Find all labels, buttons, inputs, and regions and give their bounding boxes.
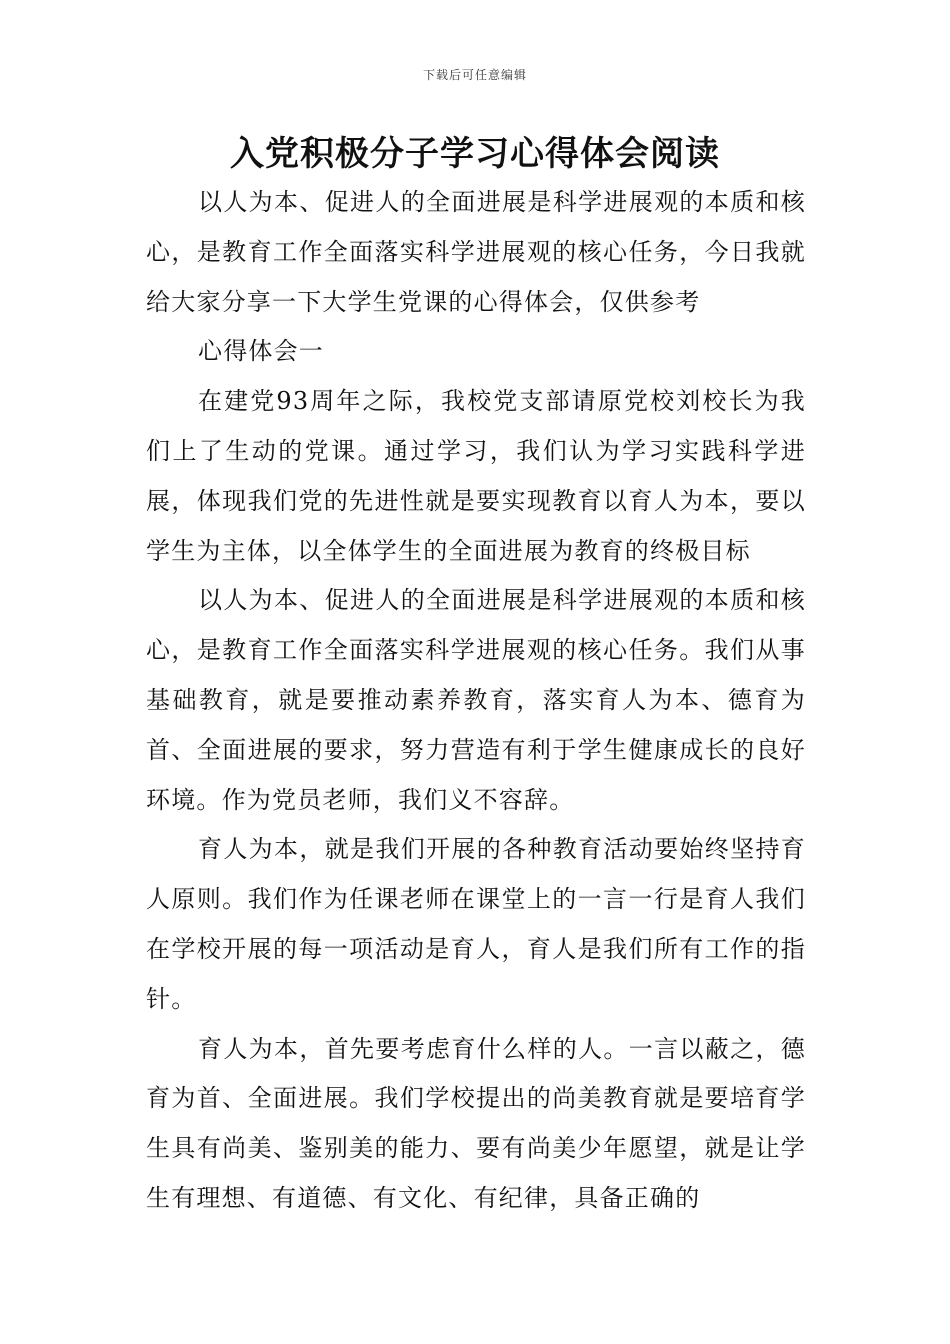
paragraph-intro: 以人为本、促进人的全面进展是科学进展观的本质和核心，是教育工作全面落实科学进展观的核心任务，今日我就给大家分享一下大学生党课的心得体会，仅供参考 xyxy=(146,188,806,316)
paragraph: 以人为本、促进人的全面进展是科学进展观的本质和核心，是教育工作全面落实科学进展观的核心任务。我们从事基础教育，就是要推动素养教育，落实育人为本、德育为首、全面进展的要求，努力营造有利于学生健康成长的良好环境。作为党员老师，我们义不容辞。 xyxy=(146,586,806,814)
paragraph: 育人为本，首先要考虑育什么样的人。一言以蔽之，德育为首、全面进展。我们学校提出的尚美教育就是要培育学生具有尚美、鉴别美的能力、要有尚美少年愿望，就是让学生有理想、有道德、有文化、有纪律，具备正确的 xyxy=(146,1034,806,1212)
paragraph: 育人为本，就是我们开展的各种教育活动要始终坚持育人原则。我们作为任课老师在课堂上的一言一行是育人我们在学校开展的每一项活动是育人，育人是我们所有工作的指针。 xyxy=(146,835,806,1013)
document-body xyxy=(146,178,806,1224)
document-title: 入党积极分子学习心得体会阅读 xyxy=(230,134,720,174)
header-note: 下载后可任意编辑 xyxy=(422,68,527,82)
section-heading: 心得体会一 xyxy=(198,337,324,366)
paragraph: 在建党93周年之际，我校党支部请原党校刘校长为我们上了生动的党课。通过学习，我们认为学习实践科学进展，体现我们党的先进性就是要实现教育以育人为本，要以学生为主体，以全体学生的全面进展为教育的终极目标 xyxy=(146,387,806,565)
